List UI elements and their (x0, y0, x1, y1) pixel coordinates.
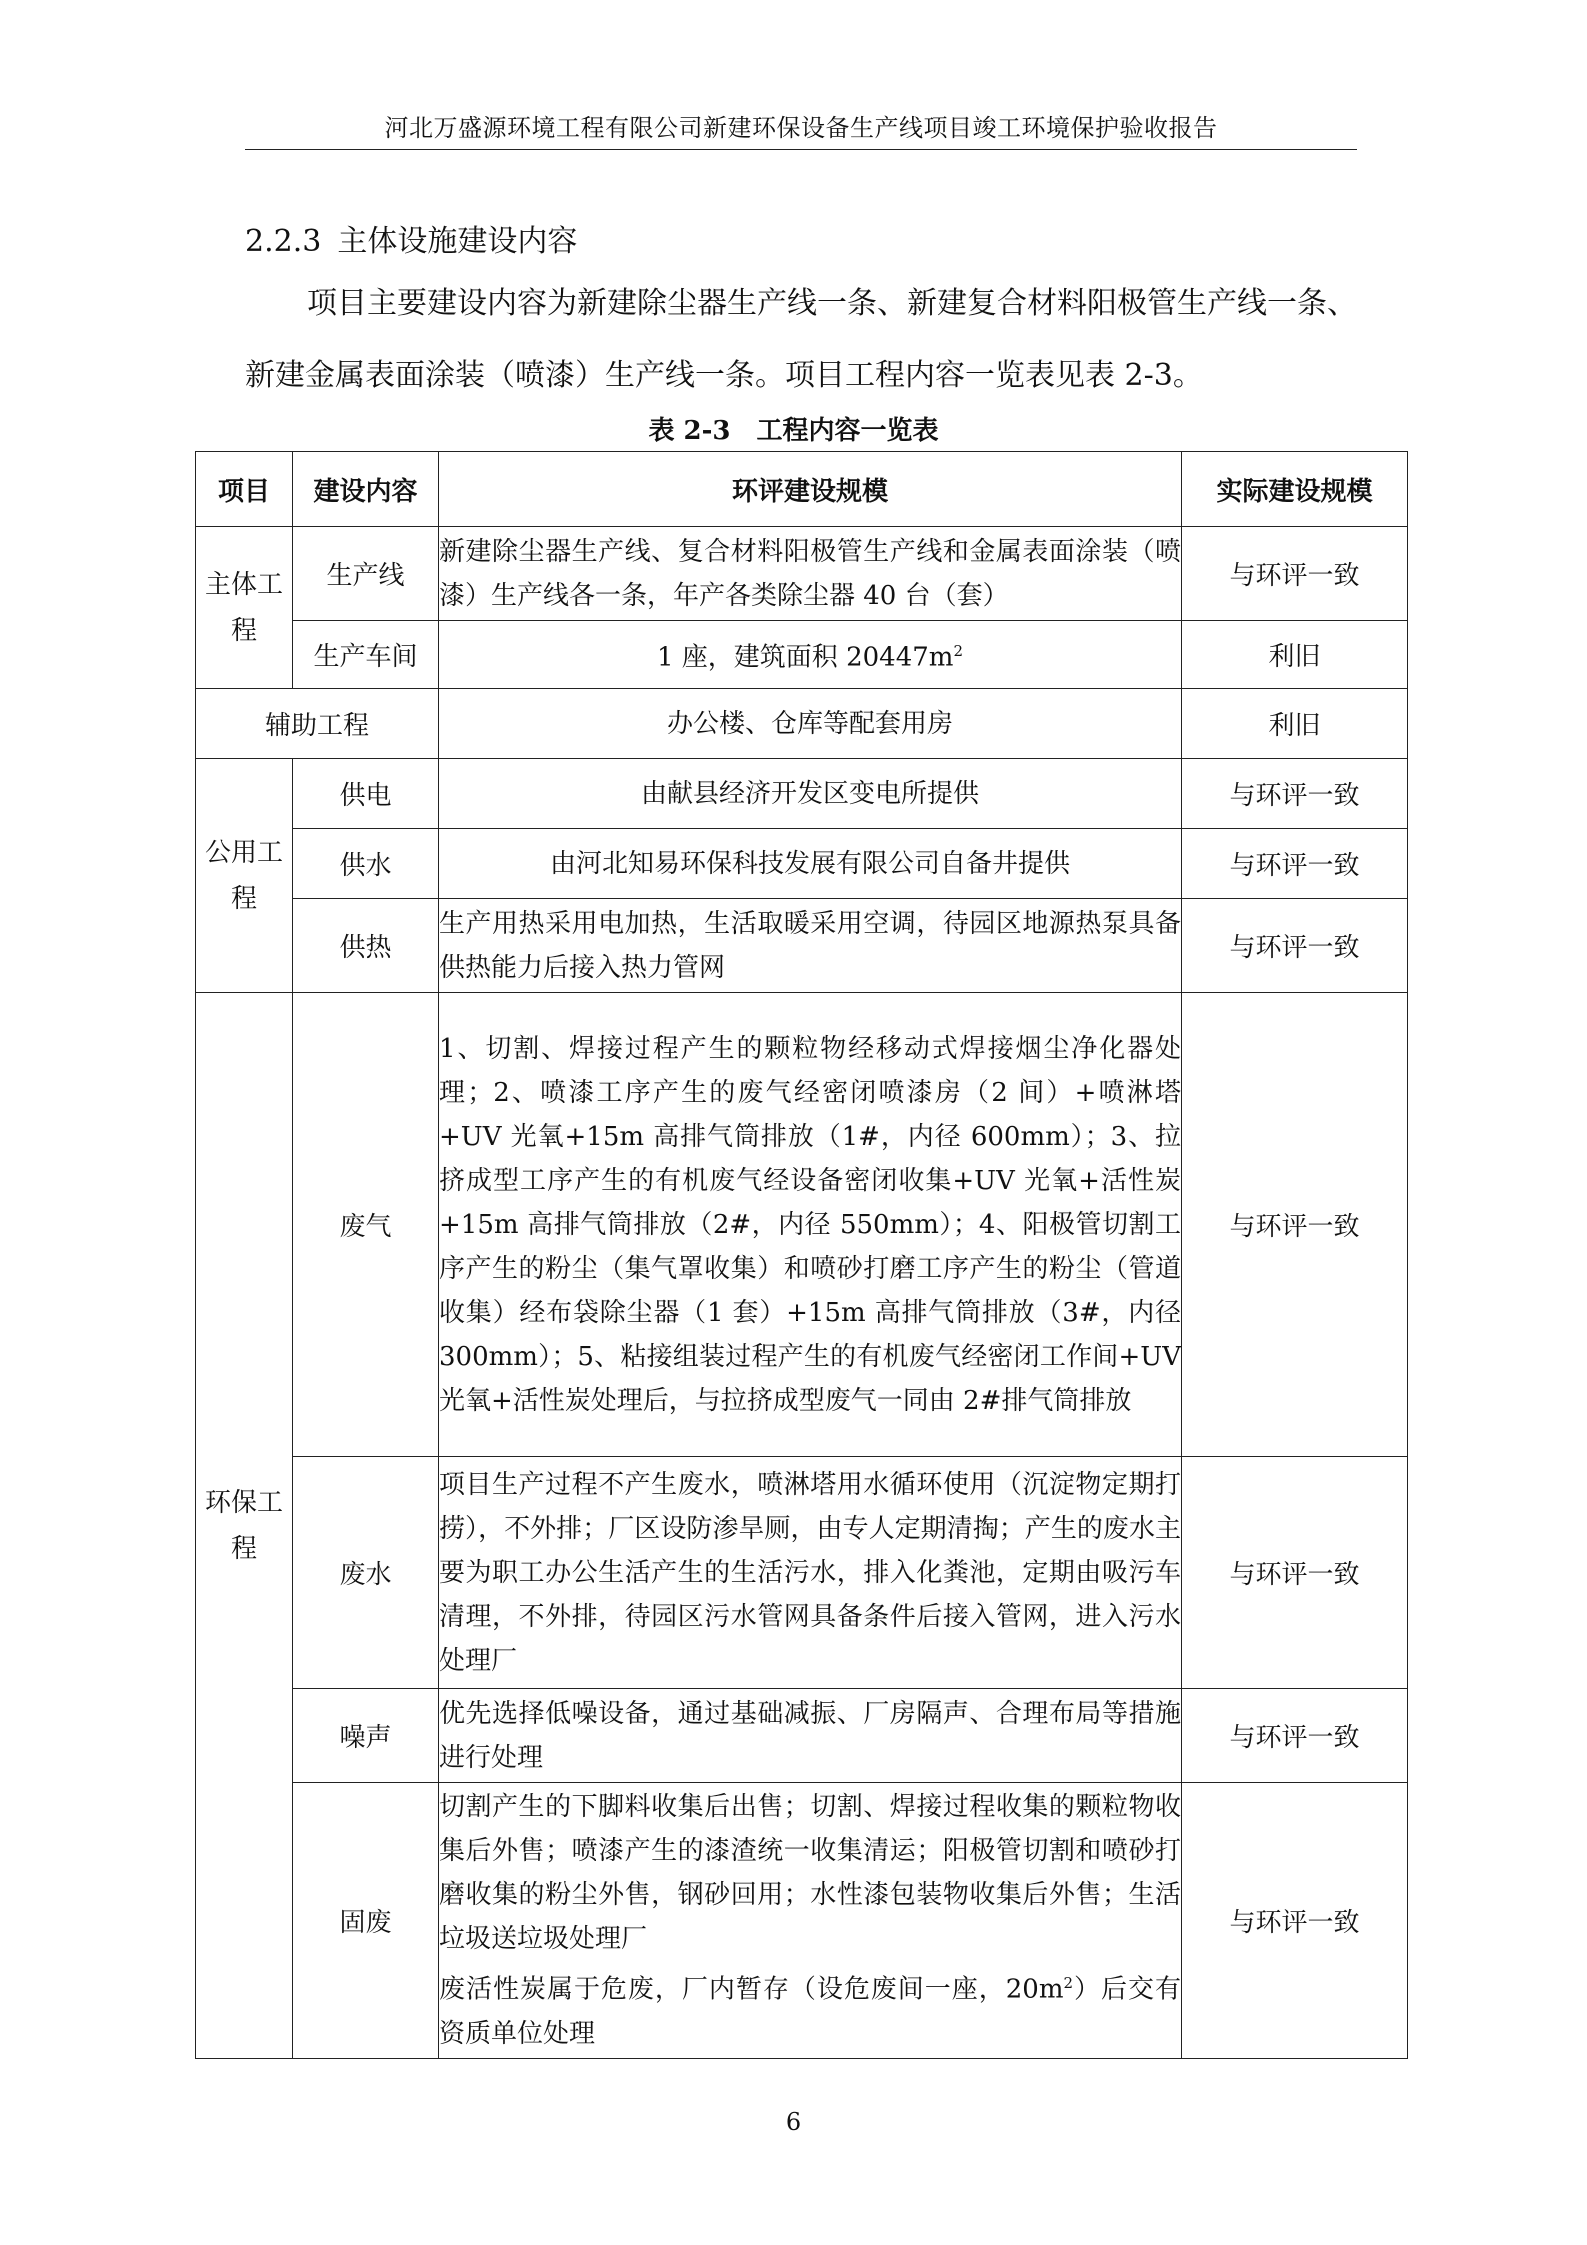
superscript: 2 (1063, 1974, 1074, 1993)
eia-scale-cell: 项目生产过程不产生废水，喷淋塔用水循环使用（沉淀物定期打捞），不外排；厂区设防渗旱厕，由专人定期清掏；产生的废水主要为职工办公生活产生的生活污水，排入化粪池，定期由吸污车清理，不外排，待园区污水管网具备条件后接入管网，进入污水处理厂 (439, 1457, 1182, 1689)
item-cell: 生产线 (293, 527, 439, 621)
table-row (196, 527, 1408, 621)
body-paragraph: 项目主要建设内容为新建除尘器生产线一条、新建复合材料阳极管生产线一条、新建金属表面涂装（喷漆）生产线一条。项目工程内容一览表见表 2-3。 (245, 286, 1357, 393)
project-content-table (195, 451, 1408, 2059)
table-row (196, 759, 1408, 829)
actual-scale-cell: 与环评一致 (1182, 527, 1408, 621)
scale-text-part: 废活性炭属于危废，厂内暂存（设危废间一座，20m (439, 1974, 1064, 2005)
item-cell: 噪声 (293, 1689, 439, 1783)
item-cell: 固废 (293, 1783, 439, 2059)
eia-scale-cell (439, 1783, 1182, 2059)
group-env: 环保工程 (196, 993, 293, 2059)
scale-text (439, 1961, 1181, 2056)
table-row (196, 899, 1408, 993)
eia-scale-cell: 由献县经济开发区变电所提供 (439, 759, 1182, 829)
actual-scale-cell: 利旧 (1182, 621, 1408, 689)
table-caption (0, 410, 1587, 447)
actual-scale-cell: 与环评一致 (1182, 759, 1408, 829)
actual-scale-cell: 与环评一致 (1182, 993, 1408, 1457)
item-cell: 供电 (293, 759, 439, 829)
item-cell: 废气 (293, 993, 439, 1457)
page-number: 6 (785, 2108, 802, 2136)
actual-scale-cell: 利旧 (1182, 689, 1408, 759)
group-aux: 辅助工程 (196, 689, 439, 759)
eia-scale-cell: 生产用热采用电加热，生活取暖采用空调，待园区地源热泵具备供热能力后接入热力管网 (439, 899, 1182, 993)
header-content: 建设内容 (293, 452, 439, 527)
section-number: 2.2.3 (245, 224, 322, 259)
table-row (196, 1689, 1408, 1783)
scale-text: 1 座，建筑面积 20447m (657, 642, 954, 673)
header-item: 项目 (196, 452, 293, 527)
table-row (196, 689, 1408, 759)
actual-scale-cell: 与环评一致 (1182, 1783, 1408, 2059)
actual-scale-cell: 与环评一致 (1182, 899, 1408, 993)
actual-scale-cell: 与环评一致 (1182, 1689, 1408, 1783)
table-row (196, 1457, 1408, 1689)
section-title: 主体设施建设内容 (337, 224, 578, 259)
group-public: 公用工程 (196, 759, 293, 993)
item-cell: 供水 (293, 829, 439, 899)
eia-scale-cell: 由河北知易环保科技发展有限公司自备井提供 (439, 829, 1182, 899)
table-row (196, 829, 1408, 899)
superscript: 2 (953, 642, 963, 661)
item-cell: 供热 (293, 899, 439, 993)
table-header-row (196, 452, 1408, 527)
eia-scale-cell: 优先选择低噪设备，通过基础减振、厂房隔声、合理布局等措施进行处理 (439, 1689, 1182, 1783)
eia-scale-cell (439, 621, 1182, 689)
group-main: 主体工程 (196, 527, 293, 689)
eia-scale-cell: 新建除尘器生产线、复合材料阳极管生产线和金属表面涂装（喷漆）生产线各一条，年产各类除尘器 40 台（套） (439, 527, 1182, 621)
scale-text: 切割产生的下脚料收集后出售；切割、焊接过程收集的颗粒物收集后外售；喷漆产生的漆渣统一收集清运；阳极管切割和喷砂打磨收集的粉尘外售，钢砂回用；水性漆包装物收集后外售；生活垃圾送垃圾处理厂 (439, 1792, 1181, 1955)
table-title: 工程内容一览表 (756, 416, 939, 446)
table-number: 表 2-3 (648, 416, 731, 446)
table-row (196, 1783, 1408, 2059)
page-header: 河北万盛源环境工程有限公司新建环保设备生产线项目竣工环境保护验收报告 (245, 108, 1357, 150)
actual-scale-cell: 与环评一致 (1182, 829, 1408, 899)
table-row (196, 993, 1408, 1457)
header-actual-scale: 实际建设规模 (1182, 452, 1408, 527)
eia-scale-cell: 办公楼、仓库等配套用房 (439, 689, 1182, 759)
item-cell: 废水 (293, 1457, 439, 1689)
scale-text-part: ）后交有资质单位处理 (439, 1974, 1181, 2049)
table-row (196, 621, 1408, 689)
eia-scale-cell: 1、切割、焊接过程产生的颗粒物经移动式焊接烟尘净化器处理；2、喷漆工序产生的废气经密闭喷漆房（2 间）+喷淋塔+UV 光氧+15m 高排气筒排放（1#，内径 600mm）；3、拉挤成型工序产生的有机废气经设备密闭收集+UV 光氧+活性炭+15m 高排气筒排放（2#，内径 550mm）；4、阳极管切割工序产生的粉尘（集气罩收集）和喷砂打磨工序产生的粉尘（管道收集）经布袋除尘器（1 套）+15m 高排气筒排放（3#，内径 300mm）；5、粘接组装过程产生的有机废气经密闭工作间+UV 光氧+活性炭处理后，与拉挤成型废气一同由 2#排气筒排放 (439, 993, 1182, 1457)
actual-scale-cell: 与环评一致 (1182, 1457, 1408, 1689)
item-cell: 生产车间 (293, 621, 439, 689)
section-heading (245, 216, 577, 260)
header-eia-scale: 环评建设规模 (439, 452, 1182, 527)
